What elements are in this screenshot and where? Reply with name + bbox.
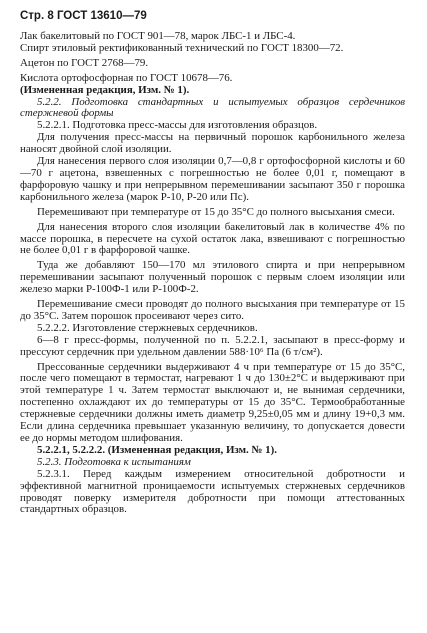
paragraph: 5.2.3.1. Перед каждым измерением относительной добротности и эффективной магнитной проницаемости испытуемых стержневых сердечников проводят поверку измерителя добротности при помощи аттестованных стандартных образцов. bbox=[20, 467, 405, 516]
paragraph: 5.2.3. Подготовка к испытаниям bbox=[37, 455, 191, 468]
paragraph: 6—8 г пресс-формы, полученной по п. 5.2.2.1, засыпают в пресс-форму и прессуют сердечник при удельном давлении 588·10⁶ Па (6 т/см²). bbox=[20, 333, 405, 358]
paragraph: Перемешивание смеси проводят до полного высыхания при температуре от 15 до 35°С. Затем порошок просеивают через сито. bbox=[20, 298, 405, 322]
paragraph: (Измененная редакция, Изм. № 1). bbox=[20, 83, 190, 96]
paragraph: Прессованные сердечники выдерживают 4 ч при температуре от 15 до 35°С, после чего помещают в термостат, нагревают 1 ч до 130±2°С и выдерживают при этой температуре 1 ч. Затем термостат выключают и, не вынимая сердечники, постепенно охлаждают их до температуры от 15 до 35°С. Термообработанные стержневые сердечники должны иметь диаметр 9,25±0,05 мм и длину 19+0,3 мм. Если длина сердечника превышает указанную величину, то допускается довести ее до нормы методом шлифования. bbox=[20, 360, 405, 444]
paragraph: 5.2.2.2. Изготовление стержневых сердечников. bbox=[37, 321, 258, 334]
paragraph: 5.2.2.1, 5.2.2.2. (Измененная редакция, Изм. № 1). bbox=[37, 443, 277, 456]
page-header: Стр. 8 ГОСТ 13610—79 bbox=[20, 10, 147, 22]
paragraph: Для получения пресс-массы на первичный порошок карбонильного железа наносят двойной слой изоляции. bbox=[20, 131, 405, 156]
paragraph: Ацетон по ГОСТ 2768—79. bbox=[20, 56, 149, 69]
paragraph: Для нанесения второго слоя изоляции бакелитовый лак в количестве 4% по массе порошка, в пересчете на сухой остаток лака, взвешивают с погрешностью не более 0,01 г в фарфоровой чашке. bbox=[20, 220, 405, 257]
document-body bbox=[20, 31, 405, 516]
paragraph: Перемешивают при температуре от 15 до 35°С до полного высыхания смеси. bbox=[37, 205, 395, 218]
paragraph: 5.2.2.1. Подготовка пресс-массы для изготовления образцов. bbox=[37, 119, 318, 132]
paragraph: Для нанесения первого слоя изоляции 0,7—0,8 г ортофосфорной кислоты и 60—70 г ацетона, взвешенных с погрешностью не более 0,01 г, помещают в фарфоровую чашку и при непрерывном перемешивании засыпают 350 г порошка карбонильного железа (марок Р-10, Р-20 или Пс). bbox=[20, 155, 405, 203]
paragraph: Кислота ортофосфорная по ГОСТ 10678—76. bbox=[20, 71, 233, 84]
paragraph: Лак бакелитовый по ГОСТ 901—78, марок ЛБС-1 и ЛБС-4. bbox=[20, 30, 296, 42]
paragraph: Туда же добавляют 150—170 мл этилового спирта и при непрерывном перемешивании засыпают полученный порошок с первым слоем изоляции или железо марки Р-100Ф-1 или Р-100Ф-2. bbox=[20, 259, 405, 296]
paragraph: 5.2.2. Подготовка стандартных и испытуемых образцов сердечников стержневой формы bbox=[20, 95, 405, 120]
paragraph: Спирт этиловый ректификованный технический по ГОСТ 18300—72. bbox=[20, 41, 344, 54]
